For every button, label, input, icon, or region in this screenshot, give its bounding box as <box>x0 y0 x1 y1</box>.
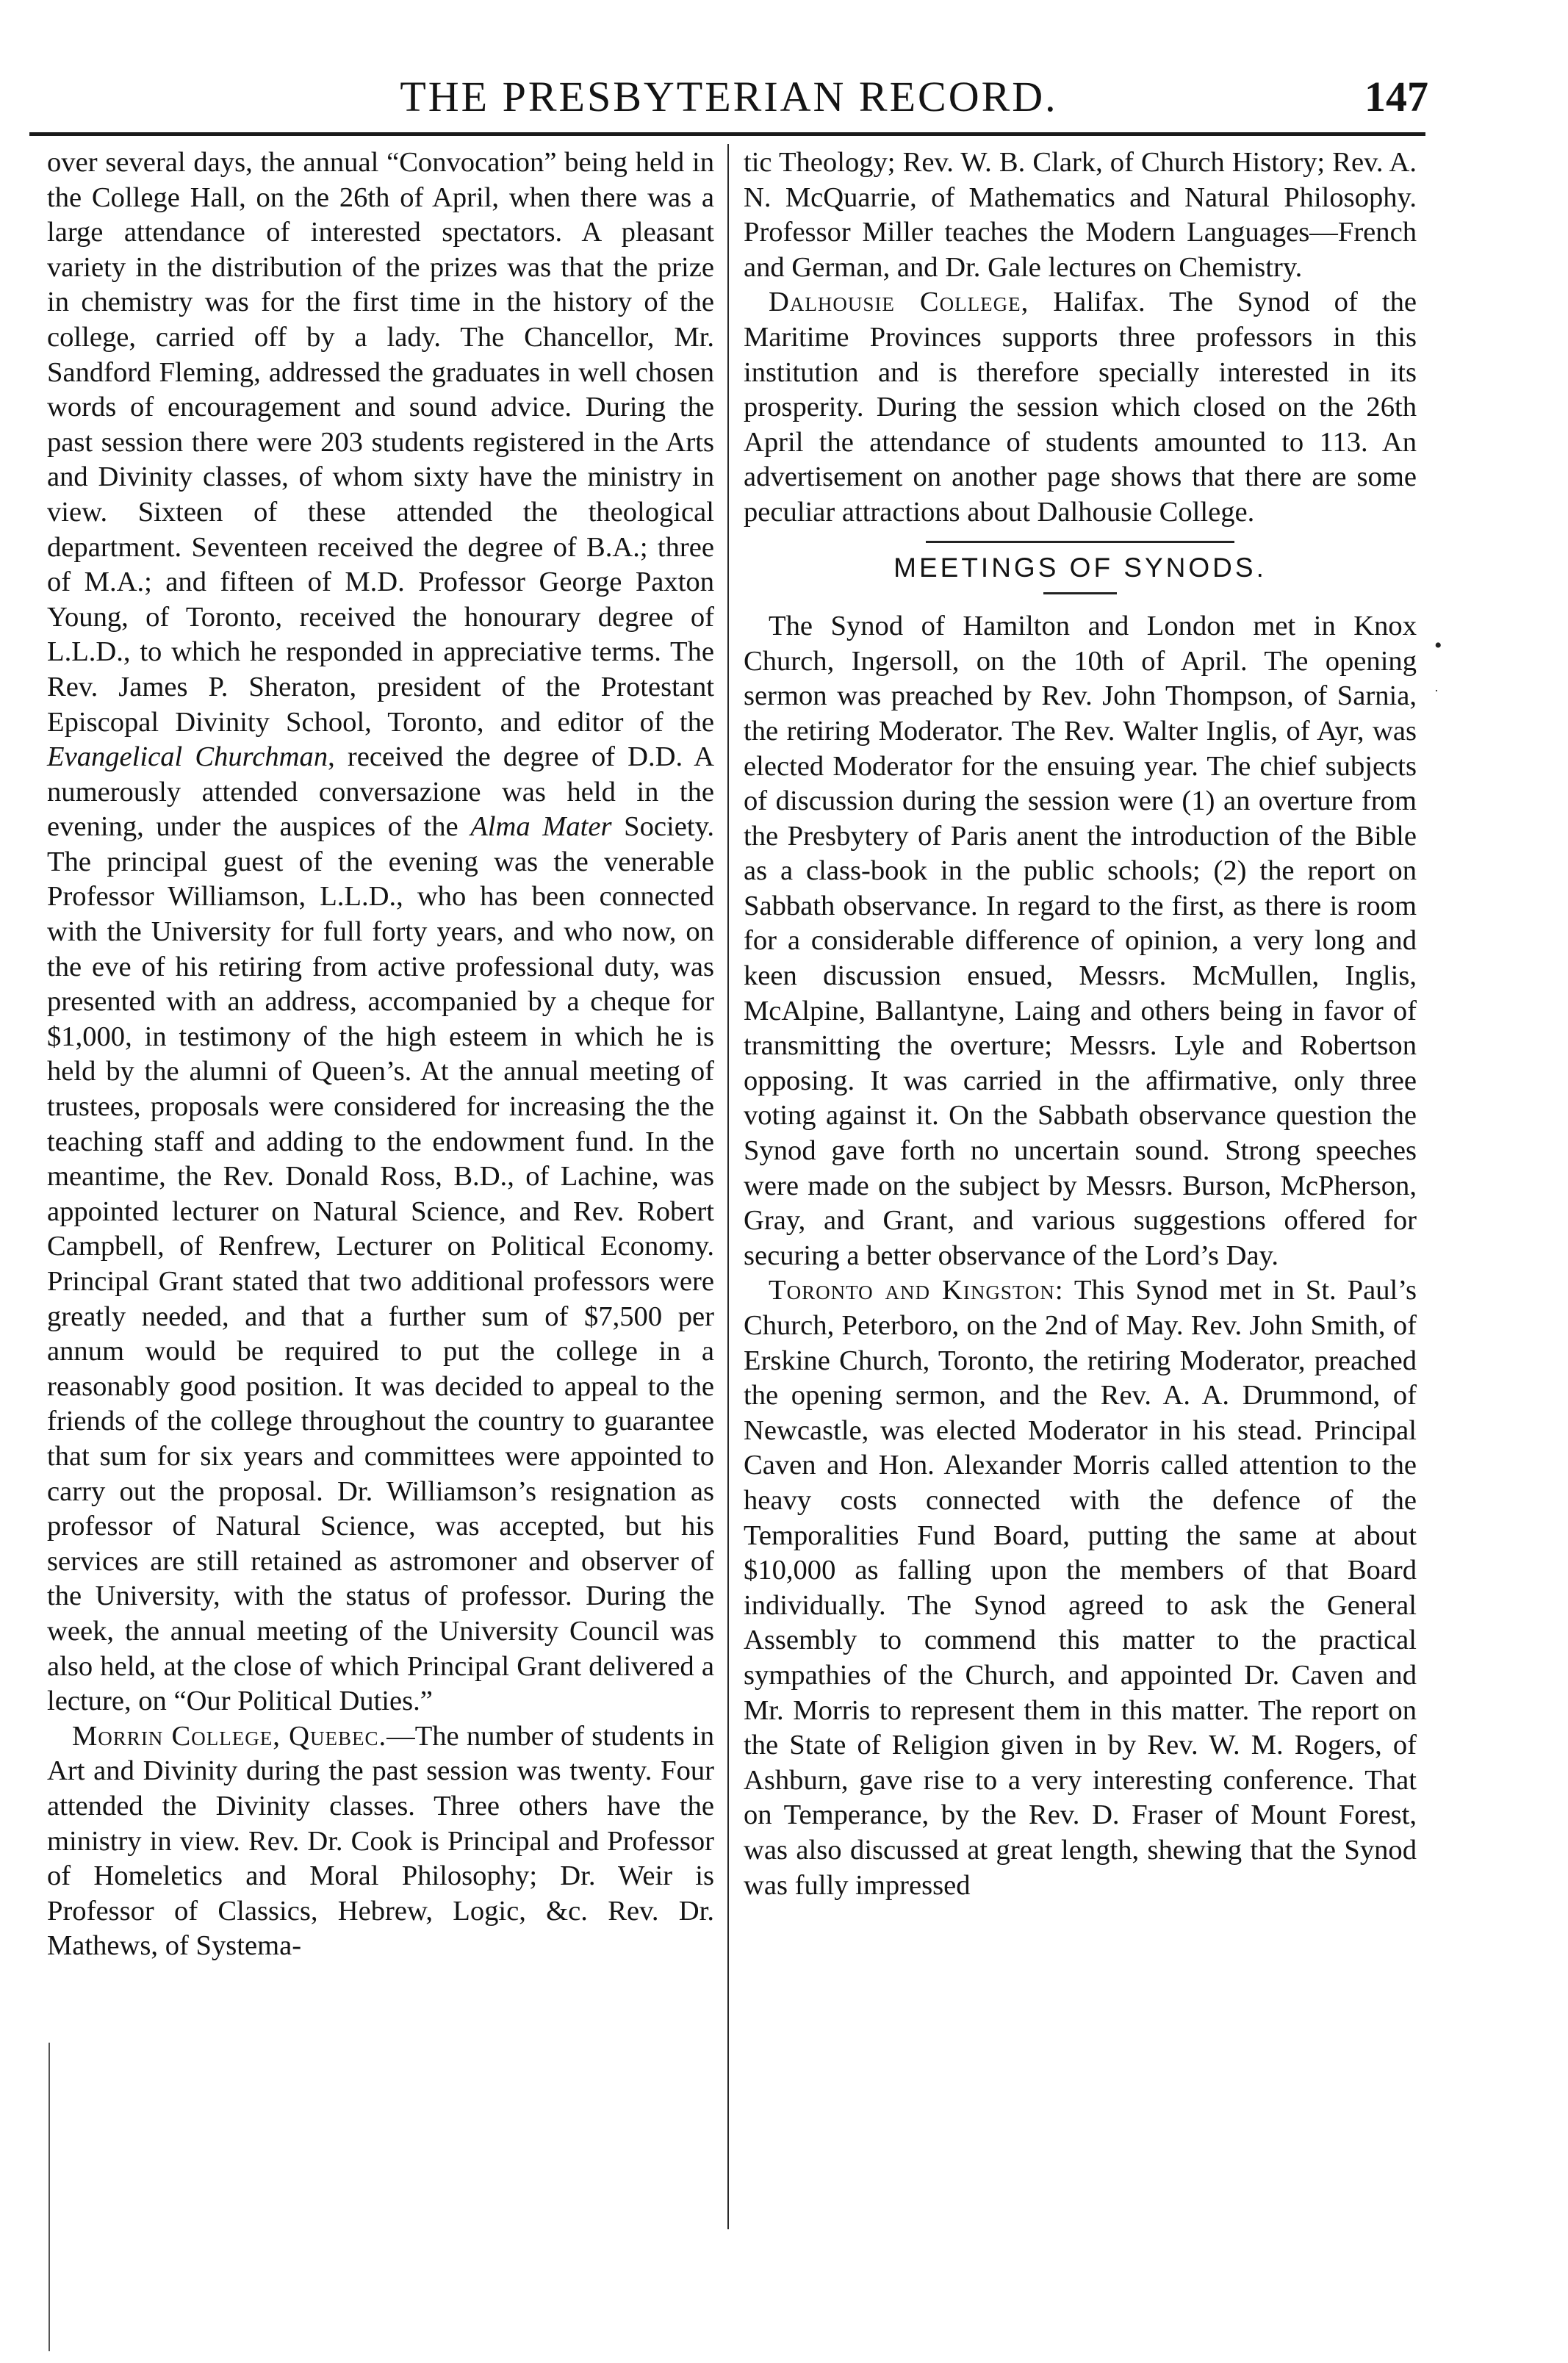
paragraph-text: This Synod met in St. Paul’s Church, Peterboro, on the 2nd of May. Rev. John Smith, of Erskine Church, Toronto, the retiring Moderator, preached the opening sermon, and the Rev. A. A. Drummond, of Newcastle, was elected Moderator in his stead. Principal Caven and Hon. Alexander Morris called attention to the heavy costs connected with the defence of the Temporalities Fund Board, putting the same at about $10,000 as falling upon the members of that Board individually. The Synod agreed to ask the General Assembly to commend this matter to the practical sympathies of the Church, and appointed Dr. Caven and Mr. Morris to represent them in this matter. The report on the State of Religion given in by Rev. W. M. Rogers, of Ashburn, gave rise to a very interesting conference. That on Temperance, by the Rev. D. Fraser of Mount Forest, was also discussed at great length, shewing that the Synod was fully impressed <box>744 1275 1417 1901</box>
lead-in: Toronto and Kingston: <box>769 1275 1064 1306</box>
paragraph-morrin-college <box>47 1719 714 1964</box>
paragraph-morrin-continued: tic Theology; Rev. W. B. Clark, of Church History; Rev. A. N. McQuarrie, of Mathematics and Natural Philosophy. Professor Miller teaches the Modern Languages—French and German, and Dr. Gale lectures on Chemistry. <box>744 147 1417 283</box>
paragraph-hamilton-london-synod: The Synod of Hamilton and London met in Knox Church, Ingersoll, on the 10th of April. The opening sermon was preached by Rev. John Thompson, of Sarnia, the retiring Moderator. The Rev. Walter Inglis, of Ayr, was elected Moderator for the ensuing year. The chief subjects of discussion during the session were (1) an overture from the Presbytery of Paris anent the introduction of the Bible as a class-book in the public schools; (2) the report on Sabbath observance. In regard to the first, as there is room for a considerable difference of opinion, a very long and keen discussion ensued, Messrs. McMullen, Inglis, McAlpine, Ballantyne, Laing and others being in favor of transmitting the overture; Messrs. Lyle and Robertson opposing. It was carried in the affirmative, only three voting against it. On the Sabbath observance question the Synod gave forth no uncertain sound. Strong speeches were made on the subject by Messrs. Burson, McPherson, Gray, and Grant, and various suggestions offered for securing a better observance of the Lord’s Day. <box>744 611 1417 1271</box>
paragraph-text: Halifax. The Synod of the Maritime Provinces supports three professors in this institution and is therefore specially interested in its prosperity. During the session which closed on the 26th April the attendance of students amounted to 113. An advertisement on another page shows that there are some peculiar attractions about Dalhousie College. <box>744 287 1417 528</box>
heading-rule-bottom <box>1043 592 1117 594</box>
paragraph-queens-convocation <box>47 145 714 1719</box>
running-title: THE PRESBYTERIAN RECORD. <box>400 73 1058 121</box>
heading-rule-top <box>926 541 1234 543</box>
italic-title: Evangelical Churchman <box>47 741 328 773</box>
section-heading-block <box>744 541 1417 595</box>
page-header <box>29 72 1428 131</box>
scan-speck: • <box>1434 633 1442 658</box>
right-column <box>744 145 1417 1903</box>
column-divider <box>727 144 729 2229</box>
paragraph-toronto-kingston-synod <box>744 1273 1417 1903</box>
page-number: 147 <box>1364 73 1428 121</box>
scan-margin-line <box>48 2043 50 2351</box>
italic-title: Alma Mater <box>470 811 612 843</box>
paragraph-text: over several days, the annual “Convocation” being held in the College Hall, on the 26th of April, when there was a large attendance of interested spectators. A pleasant variety in the distribution of the prizes was that the prize in chemistry was for the first time in the history of the college, carried off by a lady. The Chancellor, Mr. Sandford Fleming, addressed the graduates in well chosen words of encouragement and sound advice. During the past session there were 203 students registered in the Arts and Divinity classes, of whom sixty have the ministry in view. Sixteen of these attended the theological department. Seventeen received the degree of B.A.; three of M.A.; and fifteen of M.D. Professor George Paxton Young, of Toronto, received the honourary degree of L.L.D., to which he responded in appreciative terms. The Rev. James P. Sheraton, president of the Protestant Episcopal Divinity School, Toronto, and editor of the <box>47 147 714 738</box>
scan-speck: · <box>1434 683 1439 698</box>
lead-in: Morrin College, Quebec. <box>72 1720 387 1752</box>
paragraph-text: —The number of students in Art and Divinity during the past session was twenty. Four attended the Divinity classes. Three others have the ministry in view. Rev. Dr. Cook is Principal and Professor of Homeletics and Moral Philosophy; Dr. Weir is Professor of Classics, Hebrew, Logic, &c. Rev. Dr. Mathews, of Systema- <box>47 1720 714 1962</box>
paragraph-text: Society. The principal guest of the evening was the venerable Professor Williamson, L.L.D., who has been connected with the University for full forty years, and who now, on the eve of his retiring from active professional duty, was presented with an address, accompanied by a cheque for $1,000, in testimony of the high esteem in which he is held by the alumni of Queen’s. At the annual meeting of trustees, proposals were considered for increasing the the teaching staff and adding to the endowment fund. In the meantime, the Rev. Donald Ross, B.D., of Lachine, was appointed lecturer on Natural Science, and Rev. Robert Campbell, of Renfrew, Lecturer on Political Economy. Principal Grant stated that two additional professors were greatly needed, and that a further sum of $7,500 per annum would be required to put the college in a reasonably good position. It was decided to appeal to the friends of the college throughout the country to guarantee that sum for six years and committees were appointed to carry out the proposal. Dr. Williamson’s resignation as professor of Natural Science, was accepted, but his services are still retained as astromoner and observer of the University, with the status of professor. During the week, the annual meeting of the University Council was also held, at the close of which Principal Grant delivered a lecture, on “Our Political Duties.” <box>47 811 714 1717</box>
paragraph-text: , received the degree of D.D. A numerously attended conversazione was held in the evening, under the auspices of the <box>47 741 714 843</box>
left-column <box>47 145 714 1964</box>
lead-in: Dalhousie College, <box>769 287 1029 318</box>
header-rule <box>29 132 1425 136</box>
paragraph-dalhousie-college <box>744 285 1417 530</box>
section-heading: MEETINGS OF SYNODS. <box>893 552 1267 583</box>
